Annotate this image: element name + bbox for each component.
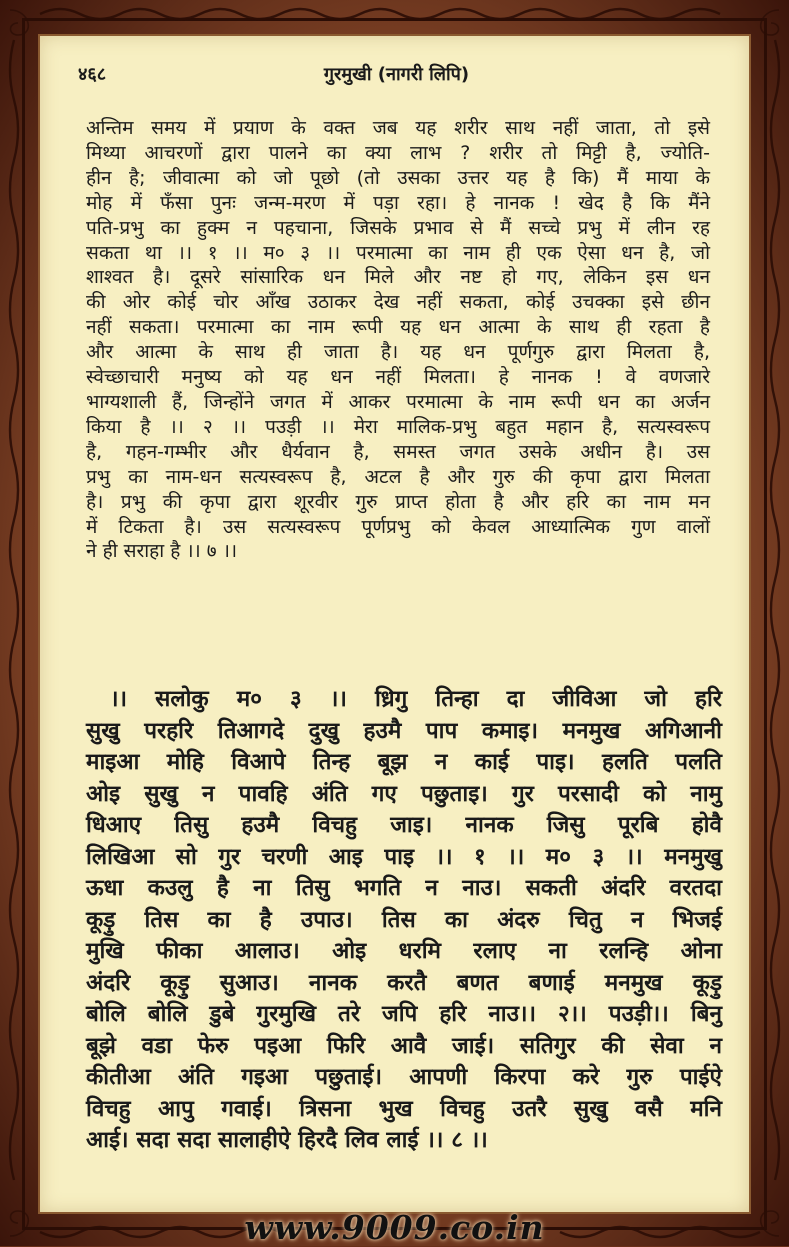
scripture-line: लिखिआ सो गुर चरणी आइ पाइ ।। १ ।। म० ३ ।। मनमुखु <box>86 843 722 870</box>
translation-line: पति-प्रभु का हुक्म न पहचाना, जिसके प्रभाव से मैं सच्चे प्रभु में लीन रह <box>86 216 710 239</box>
scripture-line: सुखु परहरि तिआगदे दुखु हउमै पाप कमाइ। मनमुख अगिआनी <box>86 717 722 744</box>
scripture-line: कूड़ु तिस का है उपाउ। तिस का अंदरु चितु न भिजई <box>86 906 722 933</box>
scripture-line: बूझे वडा फेरु पइआ फिरि आवै जाई। सतिगुर की सेवा न <box>86 1032 722 1059</box>
translation-line: है। प्रभु की कृपा द्वारा शूरवीर गुरु प्राप्त होता है और हरि का नाम मन <box>86 490 710 513</box>
translation-line: में टिकता है। उस सत्यस्वरूप पूर्णप्रभु को केवल आध्यात्मिक गुण वालों <box>86 515 710 538</box>
translation-line: स्वेच्छाचारी मनुष्य को यह धन नहीं मिलता। हे नानक ! वे वणजारे <box>86 366 710 389</box>
translation-line: की ओर कोई चोर आँख उठाकर देख नहीं सकता, कोई उचक्का इसे छीन <box>86 291 710 314</box>
scripture-verse <box>86 684 722 1157</box>
page-number: ४६८ <box>78 64 107 85</box>
scripture-line: मुखि फीका आलाउ। ओइ धरमि रलाए ना रलन्हि ओना <box>86 938 722 964</box>
translation-paragraph <box>86 116 710 564</box>
translation-line: अन्तिम समय में प्रयाण के वक्त जब यह शरीर साथ नहीं जाता, तो इसे <box>86 117 710 139</box>
translation-line: ने ही सराहा है ।। ७ ।। <box>86 540 238 563</box>
site-url-link[interactable]: www.9009.co.in <box>244 1208 545 1247</box>
translation-line: भाग्यशाली हैं, जिन्होंने जगत में आकर परमात्मा के नाम रूपी धन का अर्जन <box>86 390 710 413</box>
scripture-line: आई। सदा सदा सालाहीऐ हिरदै लिव लाई ।। ८ ।। <box>86 1127 488 1153</box>
scripture-line: माइआ मोहि विआपे तिन्ह बूझ न काई पाइ। हलति पलति <box>86 749 722 775</box>
translation-line: सकता था ।। १ ।। म० ३ ।। परमात्मा का नाम ही एक ऐसा धन है, जो <box>86 241 710 264</box>
translation-line: किया है ।। २ ।। पउड़ी ।। मेरा मालिक-प्रभु बहुत महान है, सत्यस्वरूप <box>86 415 710 438</box>
scripture-line: ओइ सुखु न पावहि अंति गए पछुताइ। गुर परसादी को नामु <box>86 780 722 807</box>
translation-line: मोह में फँसा पुनः जन्म-मरण में पड़ा रहा। हे नानक ! खेद है कि मैंने <box>86 191 710 214</box>
page-title: गुरमुखी (नागरी लिपि) <box>323 64 470 85</box>
translation-line: है, गहन-गम्भीर और धैर्यवान है, समस्त जगत उसके अधीन है। उस <box>86 440 710 463</box>
translation-line: नहीं सकता। परमात्मा का नाम रूपी यह धन आत्मा के साथ ही रहता है <box>86 316 710 339</box>
scripture-line: ऊधा कउलु है ना तिसु भगति न नाउ। सकती अंदरि वरतदा <box>86 875 722 901</box>
page-header <box>40 62 753 92</box>
translation-line: प्रभु का नाम-धन सत्यस्वरूप है, अटल है और गुरु की कृपा द्वारा मिलता <box>86 465 710 488</box>
scripture-line: धिआए तिसु हउमै विचहु जाइ। नानक जिसु पूरबि होवै <box>86 812 722 838</box>
scripture-line: ।। सलोकु म० ३ ।। ध्रिगु तिन्हा दा जीविआ जो हरि <box>110 686 722 712</box>
scripture-line: बोलि बोलि डुबे गुरमुखि तरे जपि हरि नाउ।। २।। पउड़ी।। बिनु <box>86 1001 722 1027</box>
scripture-line: अंदरि कूड़ु सुआउ। नानक करतै बणत बणाई मनमुख कूड़ु <box>86 969 722 996</box>
translation-line: हीन है; जीवात्मा को जो पूछो (तो उसका उत्तर यह है कि) मैं माया के <box>86 166 710 189</box>
book-page <box>38 34 751 1214</box>
scripture-line: कीतीआ अंति गइआ पछुताई। आपणी किरपा करे गुरु पाईऐ <box>86 1064 722 1090</box>
scripture-line: विचहु आपु गवाई। त्रिसना भुख विचहु उतरै सुखु वसै मनि <box>86 1095 722 1122</box>
translation-line: और आत्मा के साथ ही जाता है। यह धन पूर्णगुरु द्वारा मिलता है, <box>86 341 710 364</box>
translation-line: शाश्वत है। दूसरे सांसारिक धन मिले और नष्ट हो गए, लेकिन इस धन <box>86 266 710 289</box>
translation-line: मिथ्या आचरणों द्वारा पालने का क्या लाभ ? शरीर तो मिट्टी है, ज्योति- <box>86 141 710 164</box>
